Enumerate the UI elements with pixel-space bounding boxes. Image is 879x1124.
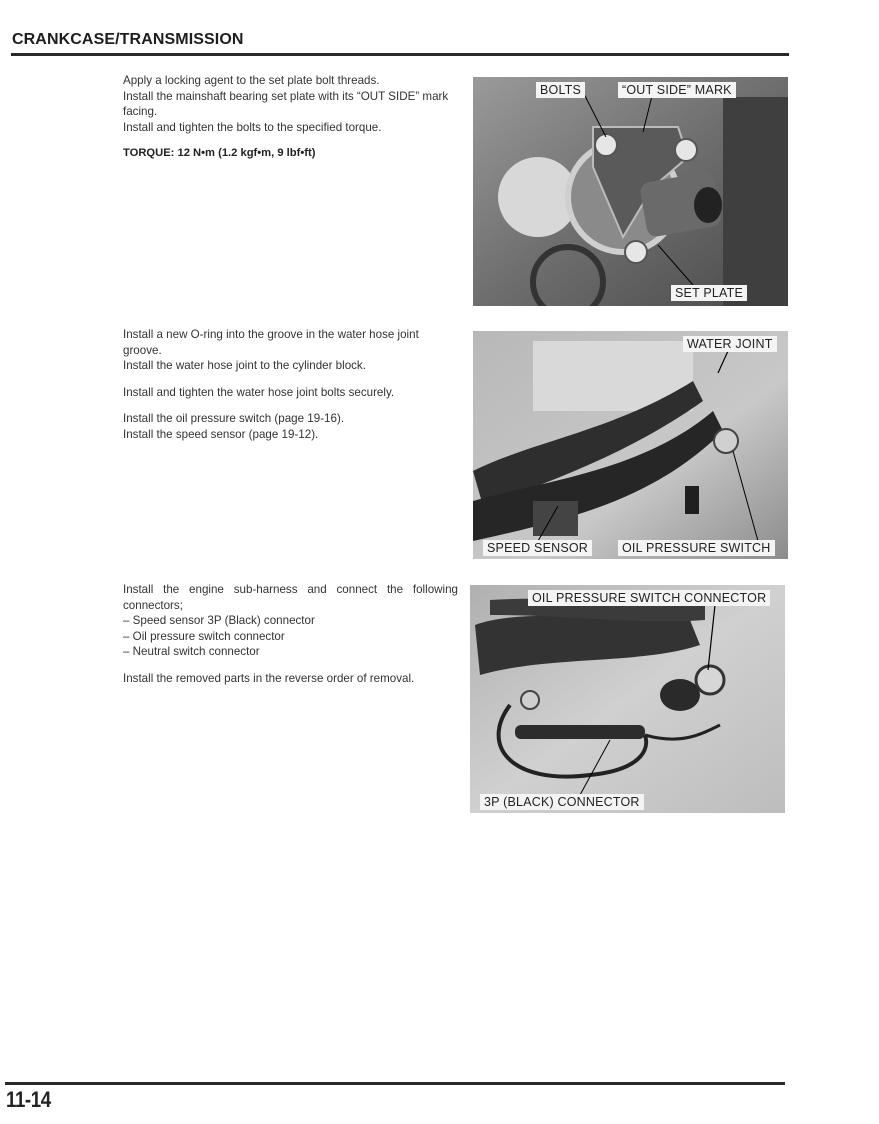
instruction-text: Install the oil pressure switch (page 19-16).	[123, 412, 345, 426]
step-water-joint-text	[123, 327, 458, 443]
instruction-text: Install the engine sub-harness and connect the following connectors;	[123, 583, 458, 612]
footer-divider	[5, 1082, 785, 1085]
instruction-text: Install the water hose joint to the cylinder block.	[123, 359, 366, 373]
engine-photo-image	[470, 585, 785, 813]
instruction-text: Install the speed sensor (page 19-12).	[123, 427, 319, 441]
instruction-text: Install the removed parts in the reverse order of removal.	[123, 671, 415, 685]
instruction-text: Install a new O-ring into the groove in the water hose joint groove.	[123, 328, 419, 357]
callout-speed-sensor: SPEED SENSOR	[483, 540, 592, 556]
callout-out-side-mark: “OUT SIDE” MARK	[618, 82, 736, 98]
callout-oil-pressure-switch: OIL PRESSURE SWITCH	[618, 540, 775, 556]
callout-bolts: BOLTS	[536, 82, 585, 98]
step-set-plate-text	[123, 73, 458, 162]
list-item: – Neutral switch connector	[123, 644, 458, 660]
callout-water-joint: WATER JOINT	[683, 336, 777, 352]
figure-water-joint-photo	[473, 331, 788, 559]
callout-oil-pressure-switch-connector: OIL PRESSURE SWITCH CONNECTOR	[528, 590, 770, 606]
instruction-text: Install the mainshaft bearing set plate with its “OUT SIDE” mark facing.	[123, 89, 449, 119]
list-item: – Oil pressure switch connector	[123, 629, 458, 645]
header-divider	[11, 53, 789, 56]
callout-set-plate: SET PLATE	[671, 285, 747, 301]
figure-connector-photo	[470, 585, 785, 813]
page-number: 11-14	[6, 1087, 51, 1112]
engine-photo-image	[473, 77, 788, 306]
section-title: CRANKCASE/TRANSMISSION	[12, 31, 244, 48]
engine-photo-image	[473, 331, 788, 559]
instruction-text: Apply a locking agent to the set plate bolt threads.	[123, 74, 380, 87]
figure-set-plate-photo	[473, 77, 788, 306]
instruction-text: Install and tighten the water hose joint bolts securely.	[123, 385, 395, 399]
list-item: – Speed sensor 3P (Black) connector	[123, 613, 458, 629]
callout-3p-black-connector: 3P (BLACK) CONNECTOR	[480, 794, 644, 810]
connector-list	[123, 613, 458, 660]
step-sub-harness-text	[123, 582, 458, 687]
instruction-text: Install and tighten the bolts to the specified torque.	[123, 120, 382, 134]
torque-spec: TORQUE: 12 N•m (1.2 kgf•m, 9 lbf•ft)	[123, 147, 316, 160]
